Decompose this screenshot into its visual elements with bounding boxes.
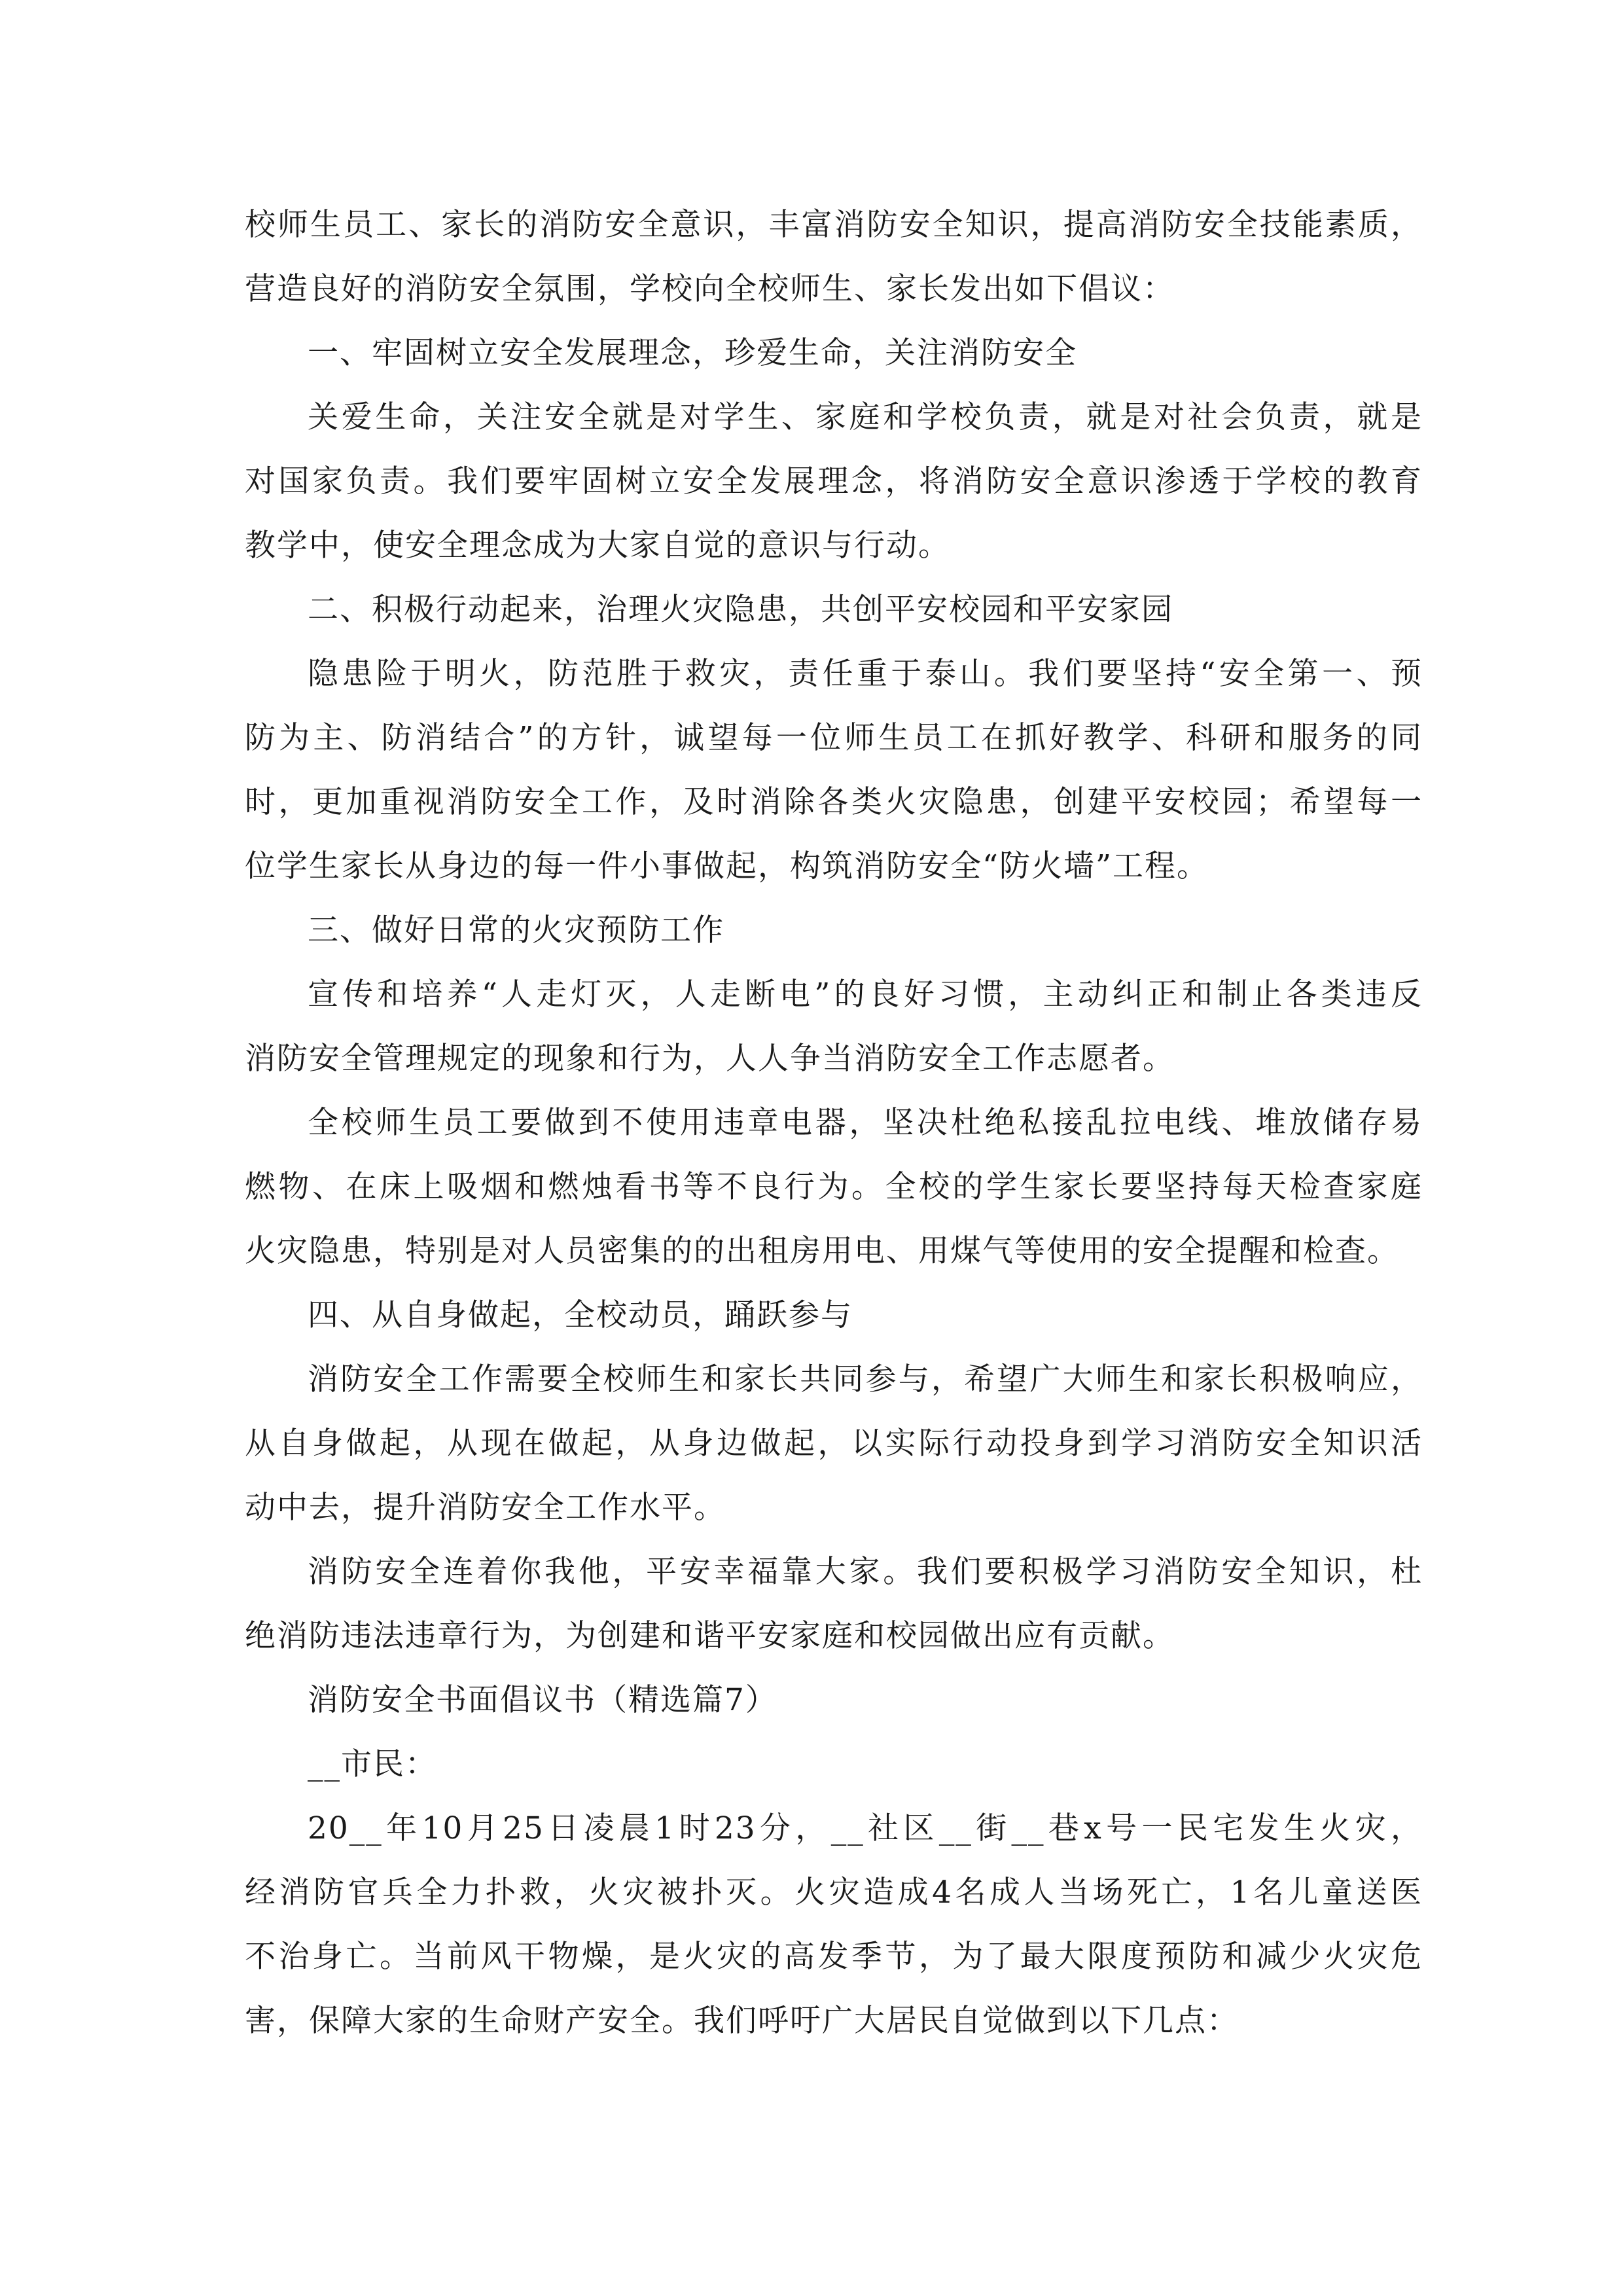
paragraph-h1 [245, 321, 1423, 386]
text-line: 20__年10月25日凌晨1时23分，__社区__街__巷x号一民宅发生火灾， [308, 1810, 1423, 1846]
text-line: 对国家负责。我们要牢固树立安全发展理念，将消防安全意识渗透于学校的教育 [245, 463, 1423, 499]
paragraph-t1 [245, 1668, 1423, 1732]
text-line: 一、牢固树立安全发展理念，珍爱生命，关注消防安全 [308, 335, 1077, 371]
paragraph-p8 [245, 1797, 1423, 2053]
paragraph-s1 [245, 1732, 1423, 1797]
text-line: 不治身亡。当前风干物燥，是火灾的高发季节，为了最大限度预防和减少火灾危 [245, 1939, 1423, 1975]
paragraph-p4 [245, 963, 1423, 1091]
text-line: 消防安全管理规定的现象和行为，人人争当消防安全工作志愿者。 [245, 1041, 1175, 1077]
text-line: 火灾隐患，特别是对人员密集的的出租房用电、用煤气等使用的安全提醒和检查。 [245, 1233, 1399, 1269]
text-line: 关爱生命，关注安全就是对学生、家庭和学校负责，就是对社会负责，就是 [308, 399, 1423, 435]
paragraph-p7 [245, 1540, 1423, 1668]
text-line: 动中去，提升消防安全工作水平。 [245, 1490, 726, 1526]
text-line: 位学生家长从身边的每一件小事做起，构筑消防安全“防火墙”工程。 [245, 848, 1209, 884]
text-line: 校师生员工、家长的消防安全意识，丰富消防安全知识，提高消防安全技能素质， [245, 207, 1423, 243]
text-line: 害，保障大家的生命财产安全。我们呼吁广大居民自觉做到以下几点： [245, 2003, 1239, 2039]
text-line: 教学中，使安全理念成为大家自觉的意识与行动。 [245, 528, 950, 564]
text-line: 从自身做起，从现在做起，从身边做起，以实际行动投身到学习消防安全知识活 [245, 1426, 1423, 1462]
text-line: 二、积极行动起来，治理火灾隐患，共创平安校园和平安家园 [308, 592, 1173, 628]
text-line: __市民： [308, 1746, 437, 1782]
text-line: 消防安全工作需要全校师生和家长共同参与，希望广大师生和家长积极响应， [308, 1361, 1423, 1397]
text-line: 经消防官兵全力扑救，火灾被扑灭。火灾造成4名成人当场死亡，1名儿童送医 [245, 1874, 1423, 1910]
paragraph-h3 [245, 899, 1423, 963]
text-line: 防为主、防消结合”的方针，诚望每一位师生员工在抓好教学、科研和服务的同 [245, 720, 1423, 756]
text-line: 三、做好日常的火灾预防工作 [308, 912, 724, 948]
text-line: 消防安全连着你我他，平安幸福靠大家。我们要积极学习消防安全知识，杜 [308, 1554, 1423, 1590]
text-line: 绝消防违法违章行为，为创建和谐平安家庭和校园做出应有贡献。 [245, 1618, 1175, 1654]
paragraph-h2 [245, 578, 1423, 642]
paragraph-p2 [245, 386, 1423, 578]
paragraph-p1 [245, 193, 1423, 321]
text-line: 燃物、在床上吸烟和燃烛看书等不良行为。全校的学生家长要坚持每天检查家庭 [245, 1169, 1423, 1205]
text-line: 营造良好的消防安全氛围，学校向全校师生、家长发出如下倡议： [245, 271, 1175, 307]
paragraph-p3 [245, 642, 1423, 899]
text-line: 全校师生员工要做到不使用违章电器，坚决杜绝私接乱拉电线、堆放储存易 [308, 1105, 1423, 1141]
paragraph-p5 [245, 1091, 1423, 1283]
paragraph-p6 [245, 1348, 1423, 1540]
paragraph-h4 [245, 1283, 1423, 1348]
document-body [245, 193, 1423, 2053]
text-line: 隐患险于明火，防范胜于救灾，责任重于泰山。我们要坚持“安全第一、预 [308, 656, 1423, 692]
text-line: 宣传和培养“人走灯灭，人走断电”的良好习惯，主动纠正和制止各类违反 [308, 977, 1423, 1013]
text-line: 时，更加重视消防安全工作，及时消除各类火灾隐患，创建平安校园；希望每一 [245, 784, 1423, 820]
text-line: 消防安全书面倡议书（精选篇7） [308, 1682, 777, 1718]
text-line: 四、从自身做起，全校动员，踊跃参与 [308, 1297, 853, 1333]
